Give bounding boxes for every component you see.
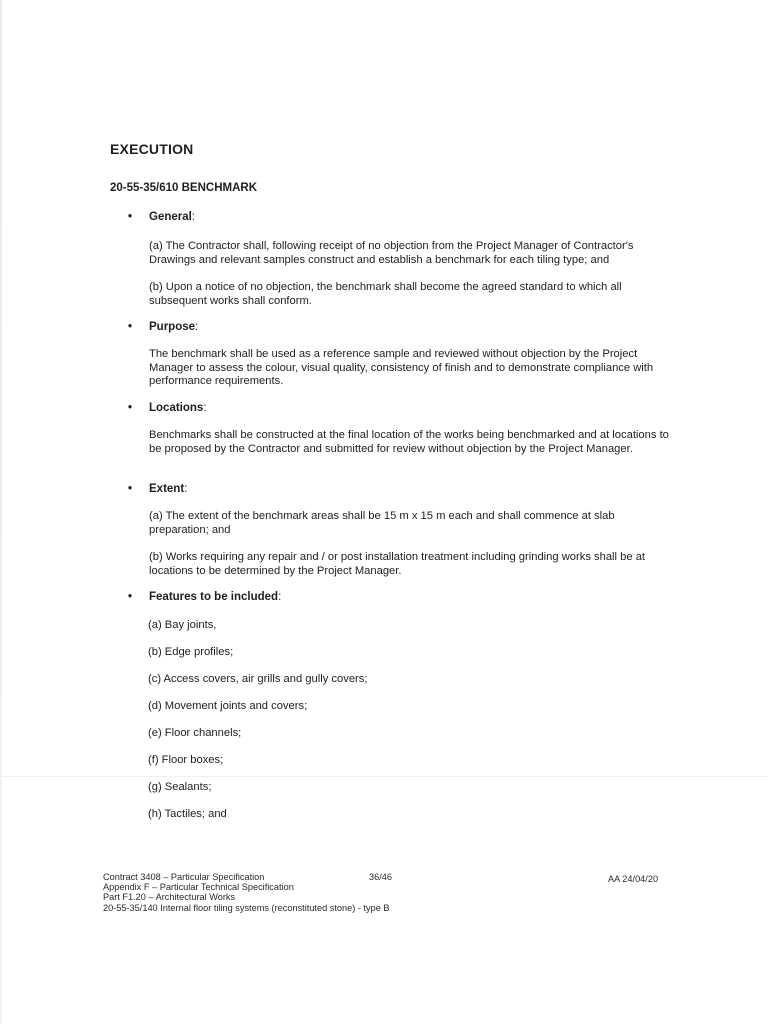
feature-item: (c) Access covers, air grills and gully covers;	[148, 673, 368, 685]
extent-paragraph-a: (a) The extent of the benchmark areas shall be 15 m x 15 m each and shall commence at slab preparation; and	[149, 510, 615, 536]
footer-page-number: 36/46	[369, 872, 392, 882]
label-extent: Extent:	[149, 483, 188, 495]
footer-line: Appendix F – Particular Technical Specification	[103, 882, 294, 893]
footer-revision-date: AA 24/04/20	[608, 874, 659, 884]
feature-item: (a) Bay joints,	[148, 619, 217, 631]
feature-item: (f) Floor boxes;	[148, 754, 224, 766]
scan-edge-shadow	[0, 0, 2, 1024]
footer-line: Contract 3408 – Particular Specification	[103, 872, 265, 882]
feature-item: (e) Floor channels;	[148, 727, 242, 739]
bullet-features: •	[128, 591, 133, 603]
label-features: Features to be included:	[149, 591, 282, 603]
locations-paragraph: Benchmarks shall be constructed at the final location of the works being benchmarked and at locations to be proposed by the Contractor and submitted for review without objection by the Project Manager.	[149, 429, 669, 455]
purpose-paragraph: The benchmark shall be used as a reference sample and reviewed without objection by the Project Manager to assess the colour, visual quality, consistency of finish and to demonstrate compliance with performance requirements.	[149, 348, 654, 388]
clause-title: 20-55-35/610 BENCHMARK	[110, 182, 257, 194]
feature-item: (d) Movement joints and covers;	[148, 700, 308, 712]
label-general: General:	[149, 211, 196, 223]
feature-item: (b) Edge profiles;	[148, 646, 234, 658]
feature-item: (g) Sealants;	[148, 781, 212, 793]
bullet-general: •	[128, 211, 133, 223]
label-purpose: Purpose:	[149, 321, 199, 333]
footer-line: 20-55-35/140 Internal floor tiling systems (reconstituted stone) - type B	[103, 902, 390, 913]
extent-paragraph-b: (b) Works requiring any repair and / or post installation treatment including grinding works shall be at locations to be determined by the Project Manager.	[149, 551, 646, 577]
scan-fold-line	[0, 776, 768, 777]
bullet-purpose: •	[128, 321, 133, 333]
footer-contract-info	[103, 872, 390, 913]
label-locations: Locations:	[149, 402, 207, 414]
bullet-locations: •	[128, 402, 133, 414]
bullet-extent: •	[128, 483, 133, 495]
general-paragraph-a: (a) The Contractor shall, following receipt of no objection from the Project Manager of Contractor's Drawings and relevant samples construct and establish a benchmark for each tiling type; and	[149, 240, 634, 266]
section-heading: EXECUTION	[110, 141, 194, 157]
footer-line: Part F1.20 – Architectural Works	[103, 892, 236, 903]
general-paragraph-b: (b) Upon a notice of no objection, the benchmark shall become the agreed standard to which all subsequent works shall conform.	[149, 281, 622, 307]
feature-item: (h) Tactiles; and	[148, 808, 227, 820]
